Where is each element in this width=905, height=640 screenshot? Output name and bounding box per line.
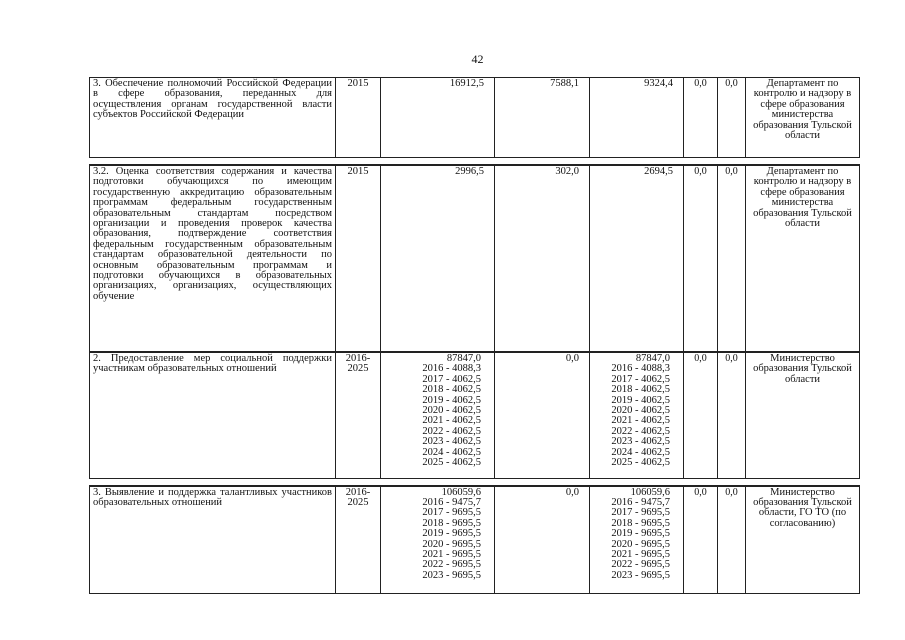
- page-number: 42: [471, 52, 484, 66]
- regional-budget: 2694,5: [590, 165, 684, 352]
- municipal-budget: 0,0: [684, 352, 718, 478]
- year-amount: 2022 - 9695,5: [611, 559, 670, 571]
- year-amount: 2023 - 4062,5: [422, 436, 481, 448]
- total-amount: 87847,0: [446, 353, 481, 364]
- year-amount: 2021 - 9695,5: [611, 548, 670, 560]
- year-amount: 2019 - 4062,5: [611, 394, 670, 406]
- year-amount: 2020 - 4062,5: [422, 405, 481, 417]
- total-amount: 106059,6: [441, 486, 481, 498]
- year-amount: 2017 - 9695,5: [611, 507, 670, 519]
- year-amount: 2024 - 4062,5: [611, 446, 670, 458]
- year-amount: 2022 - 9695,5: [422, 559, 481, 571]
- year-amount: 2020 - 9695,5: [422, 538, 481, 550]
- row-gap: [90, 158, 860, 166]
- regional-budget-cell: [590, 486, 684, 594]
- year-amount: 2022 - 4062,5: [611, 425, 670, 437]
- table-row: [90, 78, 860, 158]
- municipal-budget: 0,0: [684, 486, 718, 594]
- period: 2016-2025: [336, 486, 381, 594]
- executor: Министерство образования Тульской области: [746, 352, 860, 478]
- year-amount: 2019 - 9695,5: [611, 528, 670, 540]
- activity-name: 2. Предоставление мер социальной поддержки участникам образовательных отношений: [90, 352, 336, 478]
- table-row: [90, 165, 860, 352]
- period: 2015: [336, 78, 381, 158]
- total-amount: 16912,5: [381, 78, 495, 158]
- year-amount: 2019 - 4062,5: [422, 394, 481, 406]
- year-amount: 2018 - 9695,5: [611, 517, 670, 529]
- year-amount: 2021 - 9695,5: [422, 548, 481, 560]
- total-amount-cell: [381, 352, 495, 478]
- municipal-budget: 0,0: [684, 165, 718, 352]
- activity-name: 3.2. Оценка соответствия содержания и качества подготовки обучающихся по имеющим государственную аккредитацию образовательным программам федеральным государственным образовательным стандартам посредством организации и проведения проверок качества образования, подтверждение соответствия федеральным государственным образовательным стандартам образовательной деятельности по основным образовательным программам и подготовки обучающихся в образовательных организациях, организациях, осуществляющих обучение: [90, 165, 336, 352]
- regional-budget: 87847,0: [635, 353, 670, 364]
- year-amount: 2022 - 4062,5: [422, 425, 481, 437]
- federal-budget: 7588,1: [495, 78, 590, 158]
- year-amount: 2018 - 4062,5: [611, 384, 670, 396]
- regional-budget: 9324,4: [590, 78, 684, 158]
- total-amount: 2996,5: [381, 165, 495, 352]
- year-amount: 2016 - 9475,7: [422, 496, 481, 508]
- federal-budget: 0,0: [495, 352, 590, 478]
- year-amount: 2020 - 9695,5: [611, 538, 670, 550]
- year-amount: 2017 - 9695,5: [422, 507, 481, 519]
- regional-budget-cell: [590, 352, 684, 478]
- year-amount: 2023 - 9695,5: [611, 569, 670, 581]
- total-amount-cell: [381, 486, 495, 594]
- period: 2016-2025: [336, 352, 381, 478]
- program-table: [89, 77, 860, 594]
- municipal-budget: 0,0: [684, 78, 718, 158]
- executor: Департамент по контролю и надзору в сфере образования министерства образования Тульской области: [746, 165, 860, 352]
- year-amount: 2021 - 4062,5: [422, 415, 481, 427]
- other-sources: 0,0: [718, 486, 746, 594]
- year-amount: 2016 - 4088,3: [611, 363, 670, 375]
- table-row: [90, 352, 860, 478]
- year-amount: 2019 - 9695,5: [422, 528, 481, 540]
- other-sources: 0,0: [718, 78, 746, 158]
- table-row: [90, 486, 860, 594]
- federal-budget: 302,0: [495, 165, 590, 352]
- other-sources: 0,0: [718, 352, 746, 478]
- executor: Департамент по контролю и надзору в сфере образования министерства образования Тульской области: [746, 78, 860, 158]
- year-amount: 2021 - 4062,5: [611, 415, 670, 427]
- activity-name: 3. Выявление и поддержка талантливых участников образовательных отношений: [90, 486, 336, 594]
- year-amount: 2016 - 9475,7: [611, 496, 670, 508]
- regional-budget: 106059,6: [630, 486, 670, 498]
- other-sources: 0,0: [718, 165, 746, 352]
- year-amount: 2016 - 4088,3: [422, 363, 481, 375]
- executor: Министерство образования Тульской области, ГО ТО (по согласованию): [746, 486, 860, 594]
- year-amount: 2017 - 4062,5: [611, 373, 670, 385]
- federal-budget: 0,0: [495, 486, 590, 594]
- activity-name: 3. Обеспечение полномочий Российской Федерации в сфере образования, переданных для осуществления органам государственной власти субъектов Российской Федерации: [90, 78, 336, 158]
- year-amount: 2018 - 4062,5: [422, 384, 481, 396]
- year-amount: 2024 - 4062,5: [422, 446, 481, 458]
- year-amount: 2023 - 9695,5: [422, 569, 481, 581]
- year-amount: 2018 - 9695,5: [422, 517, 481, 529]
- year-amount: 2023 - 4062,5: [611, 436, 670, 448]
- year-amount: 2017 - 4062,5: [422, 373, 481, 385]
- year-amount: 2025 - 4062,5: [422, 457, 481, 469]
- year-amount: 2020 - 4062,5: [611, 405, 670, 417]
- year-amount: 2025 - 4062,5: [611, 457, 670, 469]
- row-gap: [90, 478, 860, 486]
- period: 2015: [336, 165, 381, 352]
